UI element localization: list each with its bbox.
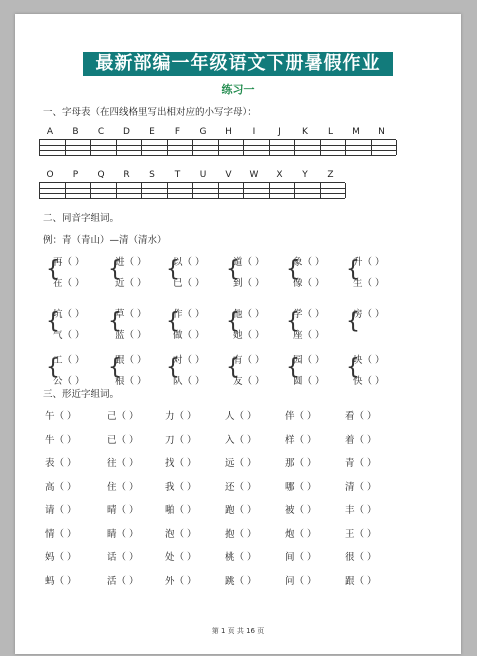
homophone-item: 像（ ） — [293, 278, 325, 289]
grid-line-v — [371, 140, 372, 155]
similar-char-item: 还（ ） — [225, 481, 257, 493]
grid-line-h — [39, 145, 396, 146]
similar-char-item: 力（ ） — [165, 411, 197, 422]
grid-line-v — [269, 183, 270, 198]
similar-char-item: 清（ ） — [345, 481, 377, 493]
homophone-item: 块（ ） — [353, 355, 385, 366]
similar-char-item: 远（ ） — [225, 458, 257, 469]
brace-icon: { — [346, 257, 360, 282]
similar-char-item: 间（ ） — [285, 552, 317, 563]
homophone-item: 到（ ） — [233, 278, 265, 289]
homophone-item: 草（ ） — [115, 309, 147, 320]
similar-char-item: 蚂（ ） — [45, 575, 77, 587]
grid-line-v — [345, 183, 346, 198]
grid-line-v — [320, 140, 321, 155]
homophone-item: 他（ ） — [233, 309, 265, 320]
brace-icon: { — [226, 309, 240, 334]
letter-D: D — [123, 127, 130, 137]
grid-line-v — [65, 140, 66, 155]
letter-Q: Q — [97, 170, 105, 180]
grid-line-h — [39, 198, 345, 199]
similar-char-item: 王（ ） — [345, 528, 377, 540]
section-similar-heading: 三、形近字组词。 — [43, 389, 120, 400]
grid-line-v — [141, 140, 142, 155]
similar-char-item: 着（ ） — [345, 434, 377, 446]
homophone-item: 快（ ） — [353, 376, 385, 387]
brace-icon: { — [46, 309, 60, 334]
grid-line-v — [141, 183, 142, 198]
brace-icon: { — [166, 355, 180, 380]
grid-line-v — [243, 140, 244, 155]
letter-J: J — [278, 127, 281, 137]
letter-G: G — [199, 127, 207, 137]
homophone-item: 工（ ） — [53, 355, 85, 366]
similar-char-item: 找（ ） — [165, 458, 197, 469]
similar-char-item: 住（ ） — [107, 481, 139, 493]
grid-line-v — [90, 183, 91, 198]
letter-C: C — [97, 127, 105, 137]
similar-char-item: 跑（ ） — [225, 505, 257, 516]
similar-char-item: 丰（ ） — [345, 505, 377, 516]
brace-icon: { — [286, 257, 300, 282]
similar-char-item: 看（ ） — [345, 411, 377, 422]
homophone-example: 例：青（青山）—清（清水） — [43, 235, 167, 246]
similar-char-item: 晴（ ） — [107, 505, 139, 516]
similar-char-item: 青（ ） — [345, 458, 377, 469]
exercise-subtitle: 练习一 — [221, 83, 255, 96]
similar-char-item: 啪（ ） — [165, 505, 197, 516]
homophone-item: 已（ ） — [173, 278, 205, 289]
brace-icon: { — [226, 355, 240, 380]
brace-icon: { — [286, 355, 300, 380]
grid-line-v — [65, 183, 66, 198]
similar-char-item: 那（ ） — [285, 458, 317, 469]
similar-char-item: 伴（ ） — [285, 411, 317, 422]
homophone-item: 学（ ） — [293, 309, 325, 320]
similar-char-item: 炮（ ） — [285, 528, 317, 540]
letter-X: X — [276, 170, 283, 180]
homophone-item: 坑（ ） — [53, 309, 85, 320]
homophone-item: 在（ ） — [53, 278, 85, 289]
document-page — [15, 14, 461, 654]
homophone-item: 有（ ） — [233, 355, 265, 366]
letter-B: B — [72, 127, 79, 137]
similar-char-item: 刀（ ） — [165, 434, 197, 446]
grid-line-v — [192, 183, 193, 198]
similar-char-item: 情（ ） — [45, 528, 77, 540]
brace-icon: { — [166, 309, 180, 334]
similar-char-item: 抱（ ） — [225, 528, 257, 540]
letter-H: H — [225, 127, 232, 137]
similar-char-item: 外（ ） — [165, 575, 197, 587]
similar-char-item: 妈（ ） — [45, 552, 77, 563]
letter-F: F — [174, 127, 181, 137]
grid-line-v — [243, 183, 244, 198]
similar-char-item: 跟（ ） — [345, 575, 377, 587]
grid-line-h — [39, 155, 396, 156]
similar-char-item: 我（ ） — [165, 481, 197, 493]
letter-W: W — [249, 170, 259, 180]
grid-line-v — [39, 140, 40, 155]
homophone-item: 对（ ） — [173, 355, 205, 366]
brace-icon: { — [46, 257, 60, 282]
homophone-item: 园（ ） — [293, 355, 325, 366]
similar-char-item: 午（ ） — [45, 411, 77, 422]
letter-O: O — [46, 170, 54, 180]
similar-char-item: 话（ ） — [107, 552, 139, 563]
homophone-item: 她（ ） — [233, 330, 265, 341]
similar-char-item: 睛（ ） — [107, 528, 139, 540]
homophone-item: 近（ ） — [115, 278, 147, 289]
brace-icon: { — [108, 309, 122, 334]
letter-M: M — [352, 127, 360, 137]
grid-line-v — [294, 140, 295, 155]
homophone-item: 作（ ） — [173, 309, 205, 320]
letter-I: I — [252, 127, 256, 137]
homophone-item: 再（ ） — [53, 257, 85, 268]
letter-Y: Y — [302, 170, 308, 180]
homophone-item: 友（ ） — [233, 376, 265, 387]
grid-line-v — [116, 140, 117, 155]
brace-icon: { — [108, 355, 122, 380]
letter-N: N — [378, 127, 385, 137]
grid-line-v — [396, 140, 397, 155]
similar-char-item: 处（ ） — [165, 552, 197, 563]
brace-icon: { — [346, 355, 360, 380]
homophone-item: 生（ ） — [353, 278, 385, 289]
letter-Z: Z — [327, 170, 334, 180]
similar-char-item: 己（ ） — [107, 411, 139, 422]
letter-P: P — [72, 170, 79, 180]
grid-line-v — [39, 183, 40, 198]
similar-char-item: 入（ ） — [225, 434, 257, 446]
grid-line-v — [192, 140, 193, 155]
grid-line-v — [294, 183, 295, 198]
brace-icon: { — [46, 355, 60, 380]
similar-char-item: 跳（ ） — [225, 575, 257, 587]
homophone-item: 房（ ） — [353, 309, 385, 320]
section-alphabet-heading: 一、字母表（在四线格里写出相对应的小写字母）： — [43, 107, 257, 118]
similar-char-item: 已（ ） — [107, 434, 139, 446]
page-title: 最新部编一年级语文下册暑假作业 — [83, 52, 393, 76]
page-footer: 第 1 页 共 16 页 — [211, 627, 265, 635]
grid-line-v — [167, 183, 168, 198]
letter-L: L — [327, 127, 333, 137]
similar-char-item: 桃（ ） — [225, 552, 257, 563]
homophone-item: 气（ ） — [53, 330, 85, 341]
letter-S: S — [149, 170, 155, 180]
similar-char-item: 请（ ） — [45, 505, 77, 516]
homophone-item: 根（ ） — [115, 376, 147, 387]
brace-icon: { — [286, 309, 300, 334]
homophone-item: 道（ ） — [233, 257, 265, 268]
grid-line-h — [39, 193, 345, 194]
similar-char-item: 样（ ） — [285, 434, 317, 446]
writing-grid-2 — [39, 182, 345, 198]
letter-K: K — [302, 127, 308, 137]
grid-line-v — [218, 183, 219, 198]
section-homophone-heading: 二、同音字组词。 — [43, 213, 120, 224]
similar-char-item: 往（ ） — [107, 458, 139, 469]
similar-char-item: 泡（ ） — [165, 528, 197, 540]
homophone-item: 跟（ ） — [115, 355, 147, 366]
homophone-item: 圆（ ） — [293, 376, 325, 387]
homophone-item: 象（ ） — [293, 257, 325, 268]
brace-icon: { — [108, 257, 122, 282]
letter-E: E — [149, 127, 155, 137]
grid-line-v — [218, 140, 219, 155]
similar-char-item: 表（ ） — [45, 458, 77, 469]
grid-line-h — [39, 188, 345, 189]
letter-T: T — [174, 170, 181, 180]
grid-line-v — [90, 140, 91, 155]
homophone-item: 座（ ） — [293, 330, 325, 341]
similar-char-item: 人（ ） — [225, 411, 257, 422]
grid-line-v — [320, 183, 321, 198]
writing-grid-1 — [39, 139, 396, 155]
homophone-item: 公（ ） — [53, 376, 85, 387]
grid-line-v — [345, 140, 346, 155]
similar-char-item: 哪（ ） — [285, 481, 317, 493]
similar-char-item: 问（ ） — [285, 575, 317, 587]
brace-icon: { — [346, 309, 360, 334]
letter-U: U — [199, 170, 207, 180]
brace-icon: { — [166, 257, 180, 282]
homophone-item: 做（ ） — [173, 330, 205, 341]
grid-line-v — [167, 140, 168, 155]
similar-char-item: 高（ ） — [45, 481, 77, 493]
homophone-item: 队（ ） — [173, 376, 205, 387]
similar-char-item: 很（ ） — [345, 552, 377, 563]
grid-line-h — [39, 150, 396, 151]
similar-char-item: 活（ ） — [107, 575, 139, 587]
letter-R: R — [123, 170, 130, 180]
homophone-item: 升（ ） — [353, 257, 385, 268]
similar-char-item: 牛（ ） — [45, 434, 77, 446]
homophone-item: 蓝（ ） — [115, 330, 147, 341]
homophone-item: 进（ ） — [115, 257, 147, 268]
brace-icon: { — [226, 257, 240, 282]
homophone-item: 以（ ） — [173, 257, 205, 268]
grid-line-v — [269, 140, 270, 155]
letter-A: A — [46, 127, 54, 137]
similar-char-item: 被（ ） — [285, 505, 317, 516]
letter-V: V — [225, 170, 232, 180]
grid-line-v — [116, 183, 117, 198]
